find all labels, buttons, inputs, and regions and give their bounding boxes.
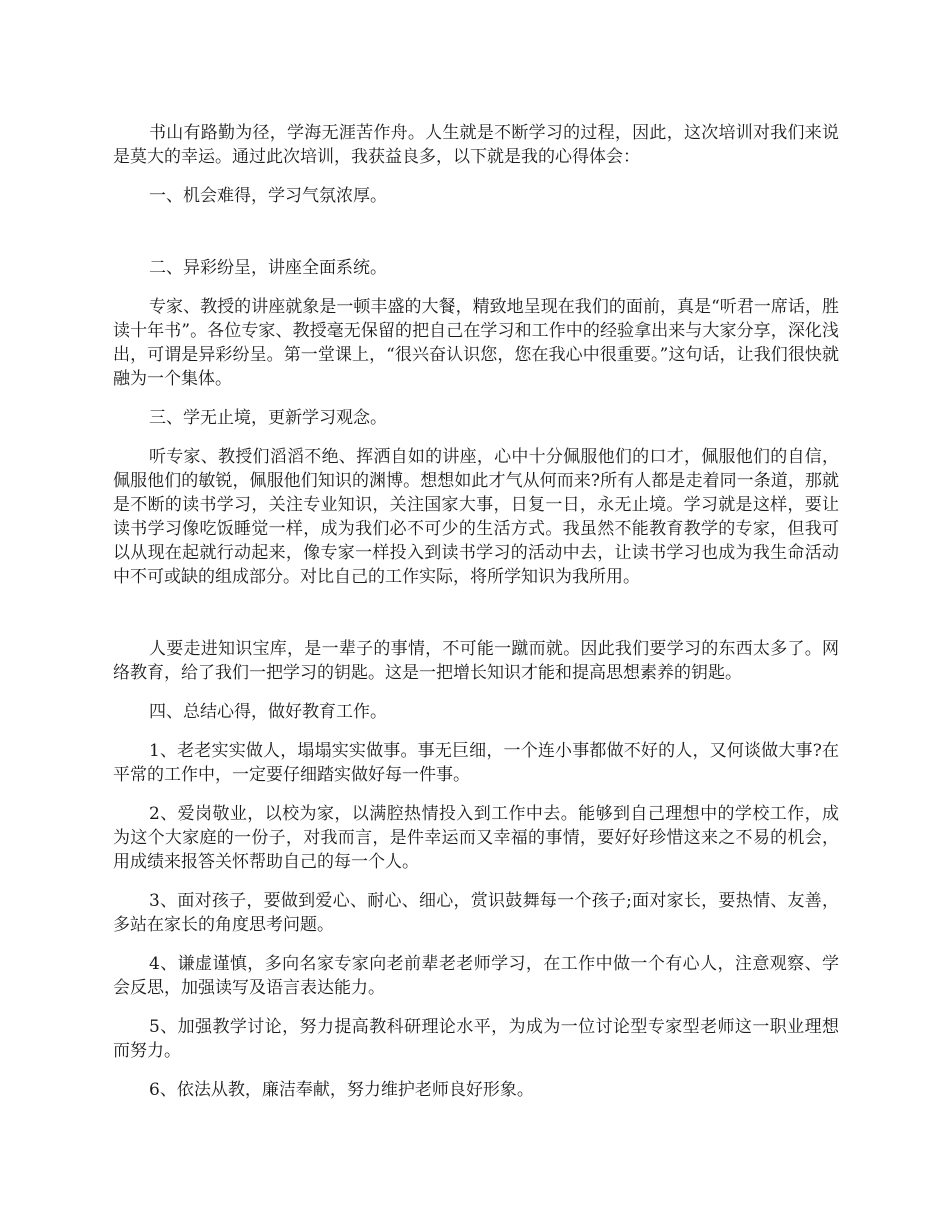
blank-space xyxy=(113,223,839,256)
list-item: 1、老老实实做人，塌塌实实做事。事无巨细，一个连小事都做不好的人，又何谈做大事?在平常的工作中，一定要仔细踏实做好每一件事。 xyxy=(113,741,839,785)
section-heading-2: 二、异彩纷呈，讲座全面系统。 xyxy=(149,258,387,278)
document-body xyxy=(113,121,839,1117)
section-heading-3: 三、学无止境，更新学习观念。 xyxy=(149,408,387,428)
list-item: 5、加强教学讨论，努力提高教科研理论水平，为成为一位讨论型专家型老师这一职业理想而努力。 xyxy=(113,1017,839,1061)
list-item: 4、谦虚谨慎，多向名家专家向老前辈老老师学习，在工作中做一个有心人，注意观察、学会反思，加强读写及语言表达能力。 xyxy=(113,954,839,998)
section-heading-4: 四、总结心得，做好教育工作。 xyxy=(149,702,387,722)
blank-space xyxy=(113,604,839,637)
list-item: 6、依法从教，廉洁奉献，努力维护老师良好形象。 xyxy=(149,1080,534,1100)
body-paragraph: 人要走进知识宝库，是一辈子的事情，不可能一蹴而就。因此我们要学习的东西太多了。网络教育，给了我们一把学习的钥匙。这是一把增长知识才能和提高思想素养的钥匙。 xyxy=(113,639,839,683)
intro-paragraph: 书山有路勤为径，学海无涯苦作舟。人生就是不断学习的过程，因此，这次培训对我们来说是莫大的幸运。通过此次培训，我获益良多，以下就是我的心得体会： xyxy=(113,123,839,167)
section-heading-1: 一、机会难得，学习气氛浓厚。 xyxy=(149,186,387,206)
body-paragraph: 专家、教授的讲座就象是一顿丰盛的大餐，精致地呈现在我们的面前，真是“听君一席话，胜读十年书”。各位专家、教授毫无保留的把自己在学习和工作中的经验拿出来与大家分享，深化浅出，可谓是异彩纷呈。第一堂课上，“很兴奋认识您，您在我心中很重要。”这句话，让我们很快就融为一个集体。 xyxy=(113,297,839,389)
body-paragraph: 听专家、教授们滔滔不绝、挥洒自如的讲座，心中十分佩服他们的口才，佩服他们的自信，佩服他们的敏锐，佩服他们知识的渊博。想想如此才气从何而来?所有人都是走着同一条道，那就是不断的读书学习，关注专业知识，关注国家大事，日复一日，永无止境。学习就是这样，要让读书学习像吃饭睡觉一样，成为我们必不可少的生活方式。我虽然不能教育教学的专家，但我可以从现在起就行动起来，像专家一样投入到读书学习的活动中去，让读书学习也成为我生命活动中不可或缺的组成部分。对比自己的工作实际，将所学知识为我所用。 xyxy=(113,447,839,587)
list-item: 3、面对孩子，要做到爱心、耐心、细心，赏识鼓舞每一个孩子;面对家长，要热情、友善，多站在家长的角度思考问题。 xyxy=(113,891,839,935)
list-item: 2、爱岗敬业，以校为家，以满腔热情投入到工作中去。能够到自己理想中的学校工作，成为这个大家庭的一份子，对我而言，是件幸运而又幸福的事情，要好好珍惜这来之不易的机会，用成绩来报答关怀帮助自己的每一个人。 xyxy=(113,804,839,872)
